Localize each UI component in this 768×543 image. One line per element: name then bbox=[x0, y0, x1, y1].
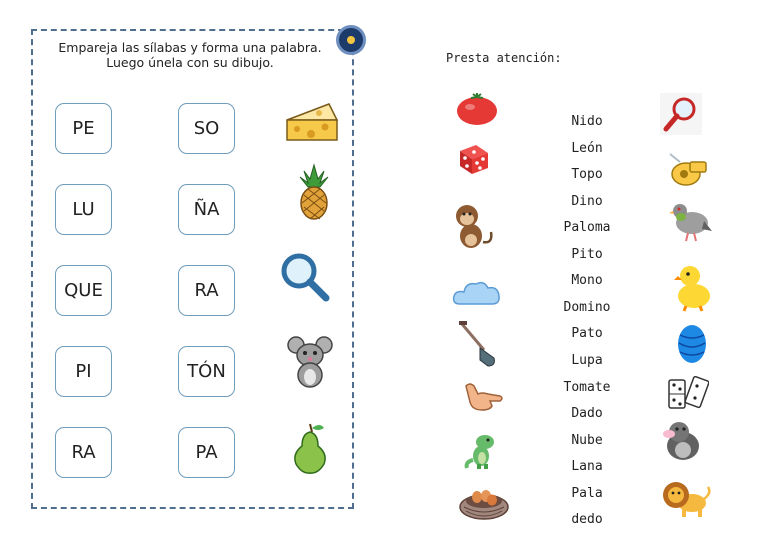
yarn-icon[interactable] bbox=[676, 323, 708, 365]
duck-icon[interactable] bbox=[674, 262, 712, 312]
word-item: Topo bbox=[571, 167, 603, 182]
syllable-box[interactable]: PA bbox=[178, 427, 235, 478]
word-item: Dino bbox=[571, 194, 603, 209]
syllable-box[interactable]: ÑA bbox=[178, 184, 235, 235]
tomato-icon[interactable] bbox=[455, 92, 499, 126]
logo-badge bbox=[336, 25, 366, 55]
word-item: Dado bbox=[571, 406, 603, 421]
instruction-line-1: Empareja las sílabas y forma una palabra. bbox=[58, 40, 322, 55]
word-item: Lana bbox=[571, 459, 603, 474]
syllable-box[interactable]: PE bbox=[55, 103, 112, 154]
instruction-text bbox=[40, 40, 340, 70]
word-item: Pato bbox=[571, 326, 603, 341]
word-item: Pala bbox=[571, 486, 603, 501]
dinosaur-icon[interactable] bbox=[463, 430, 503, 470]
mole-icon[interactable] bbox=[657, 418, 707, 462]
word-item: Tomate bbox=[563, 380, 611, 395]
syllable-box[interactable]: PI bbox=[55, 346, 112, 397]
dice-icon[interactable] bbox=[456, 141, 492, 177]
syllable-box[interactable]: RA bbox=[178, 265, 235, 316]
word-item: León bbox=[571, 141, 603, 156]
mouse-icon[interactable] bbox=[286, 333, 336, 389]
syllable-box[interactable]: RA bbox=[55, 427, 112, 478]
nest-icon[interactable] bbox=[458, 477, 510, 521]
pear-icon[interactable] bbox=[290, 420, 330, 475]
word-item: Nido bbox=[571, 114, 603, 129]
syllable-box[interactable]: QUE bbox=[55, 265, 112, 316]
word-item: Pito bbox=[571, 247, 603, 262]
cheese-icon[interactable] bbox=[285, 98, 339, 144]
pineapple-icon[interactable] bbox=[296, 163, 332, 221]
monkey-icon[interactable] bbox=[449, 202, 495, 252]
syllable-box[interactable]: SO bbox=[178, 103, 235, 154]
word-item: Domino bbox=[563, 300, 611, 315]
pigeon-icon[interactable] bbox=[668, 199, 712, 243]
magnifier-icon[interactable] bbox=[660, 93, 702, 135]
word-item: Nube bbox=[571, 433, 603, 448]
word-item: Lupa bbox=[571, 353, 603, 368]
cloud-icon[interactable] bbox=[452, 278, 502, 308]
syllable-box[interactable]: TÓN bbox=[178, 346, 235, 397]
word-item: Paloma bbox=[563, 220, 611, 235]
whistle-icon[interactable] bbox=[664, 148, 708, 188]
word-item: Mono bbox=[571, 273, 603, 288]
syllable-box[interactable]: LU bbox=[55, 184, 112, 235]
word-item: dedo bbox=[571, 512, 603, 527]
right-title: Presta atención: bbox=[446, 51, 562, 65]
shovel-icon[interactable] bbox=[458, 320, 500, 368]
domino-icon[interactable] bbox=[667, 376, 709, 410]
finger-icon[interactable] bbox=[462, 378, 504, 414]
instruction-line-2: Luego únela con su dibujo. bbox=[106, 55, 274, 70]
lion-icon[interactable] bbox=[660, 477, 712, 519]
magnifier-icon[interactable] bbox=[279, 251, 331, 303]
